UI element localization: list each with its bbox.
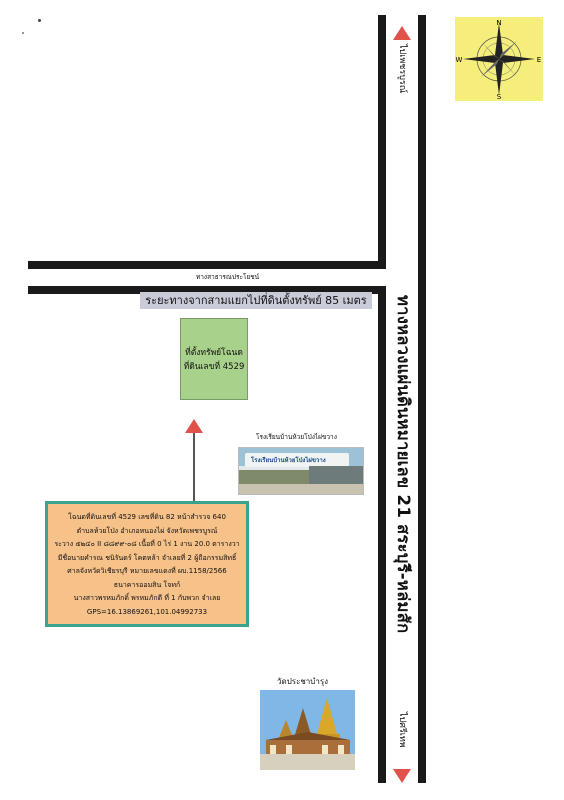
main-highway-left-edge — [378, 15, 386, 269]
property-label-line2: ที่ดินเลขที่ 4529 — [183, 362, 245, 372]
property-label-line1: ที่ตั้งทรัพย์โฉนด — [185, 348, 243, 358]
property-pointer-arrow-icon — [185, 419, 203, 433]
north-direction-label: ไปเพชรบูรณ์ — [397, 44, 407, 94]
school-label: โรงเรียนบ้านห้วยโป่งไผ่ขวาง — [256, 433, 337, 441]
school-sign-text: โรงเรียนบ้านห้วยโป่งไผ่ขวาง — [251, 457, 326, 464]
info-line-area: ระวาง ๕๒๔๐ II ๘๘๙๙-๐๘ เนื้อที่ 0 ไร่ 1 งาน 20.0 ตารางวา — [54, 540, 240, 548]
temple-photo — [260, 690, 355, 770]
compass-north: N — [496, 19, 502, 27]
school-photo-ground — [239, 484, 363, 494]
north-direction-marker-icon — [393, 26, 411, 40]
scan-speck — [38, 19, 41, 22]
property-pointer-line — [193, 433, 195, 501]
info-line-plaintiff: ธนาคารออมสิน โจทก์ — [113, 580, 181, 589]
highway-name: ทางหลวงแผ่นดินหมายเลข 21 สระบุรี-หล่มสัก — [394, 295, 413, 634]
main-highway-left-edge-lower — [378, 286, 386, 783]
distance-banner: ระยะทางจากสามแยกไปที่ดินตั้งทรัพย์ 85 เมตร — [140, 292, 372, 309]
compass-west: W — [455, 56, 463, 64]
south-direction-label: ไปศรีเทพ — [397, 712, 407, 748]
compass-rose-icon — [455, 17, 543, 101]
main-highway-right-edge — [418, 15, 426, 783]
info-line-defendant: นางสาวพรหมภักดิ์ พรหมภักดี ที่ 1 กับพวก จำเลย — [73, 594, 221, 602]
temple-label: วัดประชาบำรุง — [277, 677, 329, 686]
compass-east: E — [536, 56, 542, 64]
info-line-deed: โฉนดที่ดินเลขที่ 4529 เลขที่ดิน 82 หน้าสำรวจ 640 — [68, 513, 226, 521]
property-info-box — [45, 501, 249, 627]
scan-speck — [22, 32, 24, 34]
info-line-gps: GPS=16.13869261,101.04992733 — [86, 607, 208, 616]
south-direction-marker-icon — [393, 769, 411, 783]
info-line-location: ตำบลห้วยโป่ง อำเภอหนองไผ่ จังหวัดเพชรบูรณ์ — [76, 526, 218, 535]
property-location-box — [180, 318, 248, 400]
side-road-name: ทางสาธารณประโยชน์ — [196, 273, 260, 281]
compass-south: S — [496, 93, 502, 101]
info-line-owner: มีชื่อนายคำรณ ชนิรันดร์ โคตหล้า จำเลยที่ 2 ผู้ถือกรรมสิทธิ์ — [57, 553, 237, 562]
info-line-court: ศาลจังหวัดวิเชียรบุรี หมายเลขแดงที่ ผบ.1158/2566 — [67, 567, 227, 575]
side-road-top-edge — [28, 261, 386, 269]
school-photo — [238, 447, 364, 495]
